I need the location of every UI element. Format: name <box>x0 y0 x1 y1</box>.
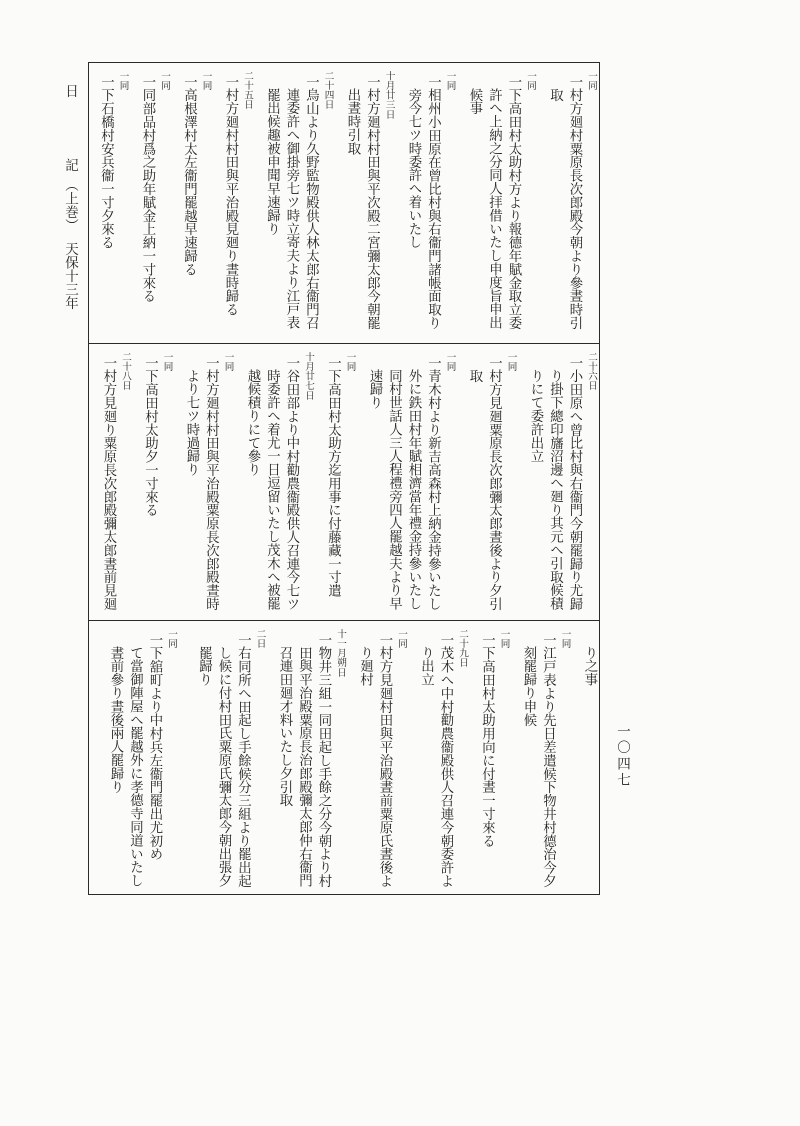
text-column: 一村方廻村村田與平治殿粟原長次郎殿晝時 <box>203 356 219 611</box>
diary-entry <box>416 621 455 893</box>
text-column: より七ツ時過歸り <box>184 369 199 477</box>
text-column: 一下舘町より中村兵左衞門罷出尤初め <box>147 633 162 861</box>
diary-entry <box>194 621 253 893</box>
text-column: 外に鉄田村年賦相濟當年禮金持參いたし <box>406 369 421 611</box>
text-column: 一下高田村太助用向に付晝一寸來る <box>479 633 495 848</box>
text-column: 罷歸り <box>196 646 212 687</box>
day-heading: 一同 <box>166 629 177 649</box>
text-column: 一江戸表より先日差遣候下物井村德治今夕 <box>540 633 556 888</box>
text-column: りにて委許出立 <box>528 369 543 464</box>
text-column: て當御陣屋へ罷越外に孝德寺同道いたし <box>127 646 143 888</box>
day-heading: 一同 <box>159 71 170 91</box>
diary-entry <box>221 63 241 343</box>
text-column: 取 <box>467 369 482 383</box>
page-number: 一〇四七 <box>614 724 630 789</box>
day-heading: 二十八日 <box>120 352 131 391</box>
day-heading: 一同 <box>586 71 597 91</box>
text-column: 候事 <box>467 88 482 116</box>
diary-entry <box>323 344 343 620</box>
day-heading: 一同 <box>396 629 407 649</box>
diary-entry <box>465 344 504 620</box>
text-column: 一青木村より新吉高森村上納金持參いたし <box>425 356 441 611</box>
diary-entry <box>343 63 382 343</box>
diary-entry <box>106 621 165 893</box>
text-column: 一右同所へ田起し手餘候分三組より罷出起 <box>235 633 251 888</box>
diary-entry <box>243 344 302 620</box>
day-heading: 一同 <box>498 629 510 649</box>
text-column: 一谷田部より中村勸農衞殿供人召連今七ツ <box>284 356 299 611</box>
day-heading: 一同 <box>525 71 536 91</box>
text-column: 一下高田村太助夕一寸來る <box>142 356 158 517</box>
running-head-volume: （上巻） <box>62 178 78 232</box>
diary-entry <box>182 344 221 620</box>
text-column: 田與平治殿粟原長治郎殿彌太郎仲右衞門 <box>296 646 312 888</box>
diary-entry <box>365 344 443 620</box>
diary-entry <box>404 63 443 343</box>
running-head-title-second: 記 <box>62 158 78 172</box>
text-column: 一下高田村太助方迄用事に付藤藏一寸遣 <box>325 356 341 598</box>
text-column: 一物井三組一同田起し手餘之分今朝より村 <box>316 633 331 888</box>
text-column: 許へ上納之分同人拝借いたし申度旨申出 <box>486 88 502 330</box>
text-column: 出晝時引取 <box>345 88 360 156</box>
diary-entry <box>355 621 394 893</box>
day-heading: 一同 <box>444 352 456 372</box>
diary-entry <box>519 621 558 893</box>
day-heading: 一同 <box>222 352 234 372</box>
diary-entry <box>477 621 497 893</box>
day-heading: 二十四日 <box>322 71 334 110</box>
text-column: り出立 <box>418 646 434 687</box>
text-column: 一村方廻村村田與平治殿見廻り晝時歸る <box>223 75 238 317</box>
text-column: 時委許へ着尤一日逗留いたし茂木へ被罷 <box>264 369 280 611</box>
day-heading: 一同 <box>117 71 129 91</box>
text-column: 一下高田村太助村方より報德年賦金取立委 <box>506 75 521 330</box>
diary-entry <box>262 63 321 343</box>
day-heading: 一同 <box>559 629 571 649</box>
diary-entry <box>275 621 334 893</box>
text-band-middle <box>89 343 599 620</box>
text-column: し候に付村田氏粟原氏彌太郎今朝出張夕 <box>216 646 231 888</box>
text-column: 一村方廻村粟原長次郎殿今朝より參晝時引 <box>567 75 582 330</box>
entry-continuation <box>580 621 600 893</box>
text-column: 召連田廻才料いたし夕引取 <box>277 646 292 808</box>
day-heading: 二十九日 <box>457 629 468 668</box>
text-column: 一同部品村爲之助年賦金上納一寸來る <box>140 75 155 303</box>
day-heading: 一同 <box>444 71 456 91</box>
day-heading: 一同 <box>505 352 517 372</box>
day-heading: 十一月朔日 <box>335 629 346 677</box>
diary-entry <box>526 344 585 620</box>
text-column: 越候積りにて參り <box>245 369 260 477</box>
text-column: 取 <box>547 88 563 102</box>
day-heading: 二十六日 <box>586 352 597 391</box>
diary-entry <box>140 344 160 620</box>
day-heading: 十月廿三日 <box>383 71 395 119</box>
text-column: 一下石橋村安兵衞一寸夕來る <box>98 75 114 250</box>
text-column: 罷出候趣被申聞早速歸り <box>264 88 280 236</box>
diary-entry <box>99 344 119 620</box>
diary-entry <box>138 63 158 343</box>
text-column: 一村方廻村村田與平次殿二宮彌太郎今朝罷 <box>364 75 380 330</box>
text-column: 速歸り <box>367 369 382 410</box>
text-column: 一高根澤村太左衞門罷越早速歸る <box>181 75 197 276</box>
text-column: 晝前參り晝後兩人罷歸り <box>108 646 123 794</box>
day-heading: 二十五日 <box>242 71 253 110</box>
diary-entry <box>545 63 584 343</box>
text-column: 一小田原へ曾比村與右衞門今朝罷歸り尤歸 <box>567 356 582 611</box>
text-column: 一茂木へ中村勸農衞殿供人召連今朝委許よ <box>438 633 453 888</box>
day-heading: 一同 <box>344 352 356 372</box>
text-column: 一村方見廻村田與平治殿晝前粟原氏晝後よ <box>377 633 392 888</box>
diary-entry <box>96 63 116 343</box>
text-column: 一村方見廻粟原長次郎彌太郎晝後より夕引 <box>486 356 502 611</box>
day-heading: 一同 <box>200 71 212 91</box>
text-column: り之事 <box>582 646 597 687</box>
text-column: 刻罷歸り申候 <box>521 646 536 727</box>
text-band-bottom <box>89 620 599 893</box>
text-column: 一相州小田原在曾比村與右衞門諸帳面取り <box>425 75 441 330</box>
text-band-top <box>89 63 599 343</box>
day-heading: 一同 <box>161 352 173 372</box>
diary-entry <box>465 63 524 343</box>
day-heading: 二日 <box>254 629 266 649</box>
text-column: 同村世話人三人程禮旁四人罷越夫より早 <box>386 369 402 611</box>
day-heading: 十月廿七日 <box>303 352 314 400</box>
text-column: 旁今七ツ時委許へ着いたし <box>406 88 421 250</box>
text-column: 一村方見廻り粟原長次郎殿彌太郎晝前見廻 <box>101 356 116 611</box>
text-frame <box>88 62 600 895</box>
text-column: り廻村 <box>357 646 373 687</box>
text-column: り掛下總印旛沼邊へ廻り其元へ引取候積 <box>547 369 563 611</box>
running-head-title-first: 日 <box>62 84 78 98</box>
running-head-year: 天保十三年 <box>62 242 78 310</box>
diary-entry <box>179 63 199 343</box>
text-column: 連委許へ御掛旁七ツ時立寄夫より江戸表 <box>284 88 299 330</box>
text-column: 一烏山より久野監物殿供人林太郎右衞門召 <box>303 75 319 330</box>
